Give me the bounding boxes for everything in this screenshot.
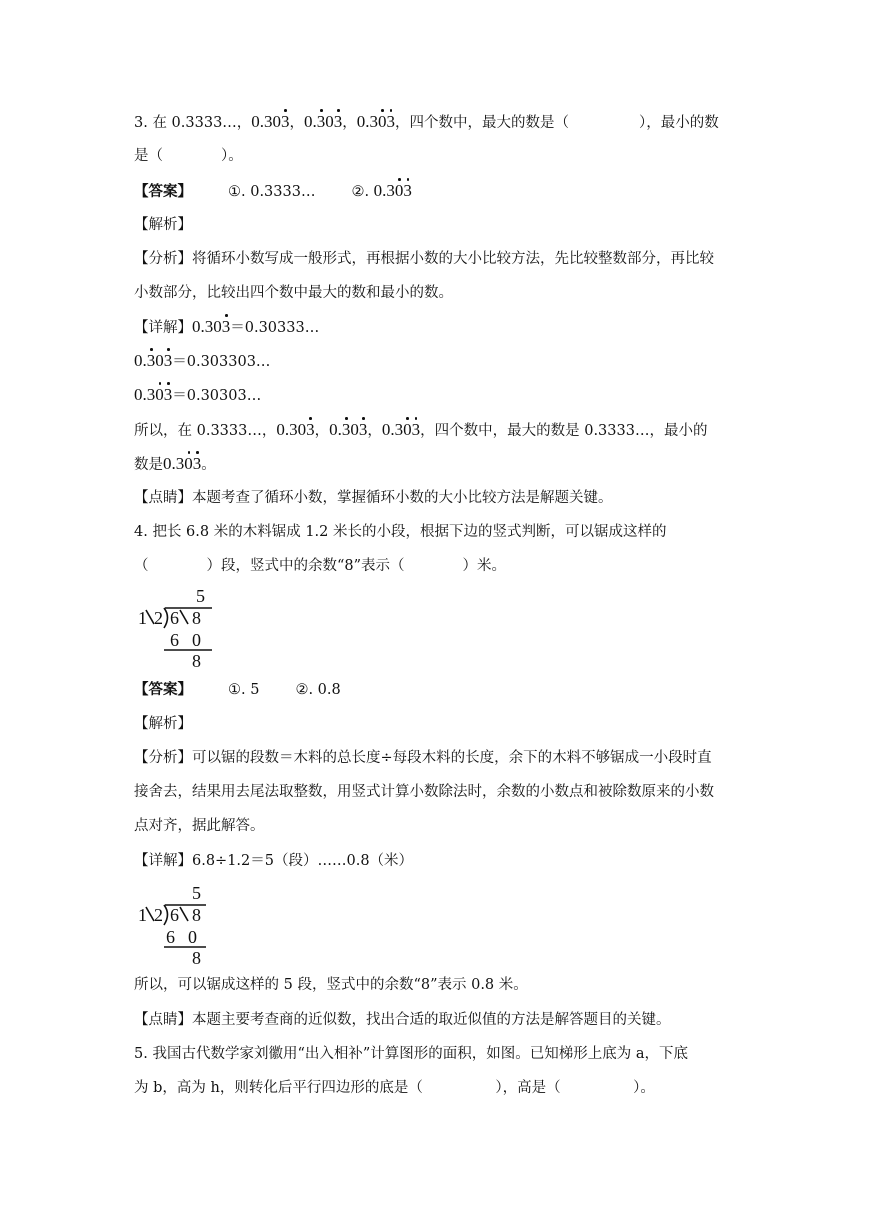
svg-text:6: 6: [170, 630, 179, 650]
svg-text:1: 1: [138, 905, 147, 925]
long-division-diagram-2: [136, 883, 216, 965]
q3-analysis-label: 【解析】: [134, 217, 192, 233]
q3-line2: 是（ ）。: [134, 148, 243, 164]
repeating-decimal-1: 0.303: [251, 112, 290, 131]
q4-line2: （ ）段，竖式中的余数“8”表示（ ）米。: [134, 558, 507, 574]
q3-fenxi-1: 【分析】将循环小数写成一般形式，再根据小数的大小比较方法，先比较整数部分，再比较: [134, 251, 714, 267]
q4-fenxi-2: 接舍去，结果用去尾法取整数，用竖式计算小数除法时，余数的小数点和被除数原来的小数: [134, 784, 714, 800]
svg-text:6: 6: [170, 905, 179, 925]
q4-dianjing: 【点睛】本题主要考查商的近似数，找出合适的取近似值的方法是解答题目的关键。: [134, 1012, 671, 1028]
q4-detail: 【详解】6.8÷1.2＝5（段）……0.8（米）: [134, 853, 414, 869]
q4-analysis-label: 【解析】: [134, 716, 192, 732]
q5-line2: 为 b，高为 h，则转化后平行四边形的底是（ ），高是（ ）。: [134, 1080, 655, 1096]
q4-so: 所以，可以锯成这样的 5 段，竖式中的余数“8”表示 0.8 米。: [134, 977, 528, 993]
q3-fenxi-2: 小数部分，比较出四个数中最大的数和最小的数。: [134, 285, 453, 301]
svg-text:2: 2: [154, 608, 163, 628]
q4-answer: 【答案】 ①. 5 ②. 0.8: [134, 681, 341, 698]
svg-text:0: 0: [192, 630, 201, 650]
q5-line1: 5. 我国古代数学家刘徽用“出入相补”计算图形的面积，如图。已知梯形上底为 a，下底: [134, 1046, 689, 1062]
svg-text:8: 8: [192, 905, 201, 925]
q4-line1: 4. 把长 6.8 米的木料锯成 1.2 米长的小段，根据下边的竖式判断，可以锯成这样的: [134, 524, 667, 540]
svg-text:1: 1: [138, 608, 147, 628]
q3-dianjing: 【点睛】本题考查了循环小数，掌握循环小数的大小比较方法是解题关键。: [134, 490, 613, 506]
svg-text:5: 5: [192, 883, 201, 903]
svg-text:8: 8: [192, 948, 201, 965]
svg-text:6: 6: [170, 608, 179, 628]
svg-text:8: 8: [192, 608, 201, 628]
q3-so-1: 所以，在 0.3333…，0.303，0.303，0.303，四个数中，最大的数是 0.3333…，最小的: [134, 420, 708, 439]
q3-detail-1: 【详解】0.303＝0.30333…: [134, 317, 320, 336]
div1-quotient: 5: [196, 586, 205, 606]
q4-fenxi-1: 【分析】可以锯的段数＝木料的总长度÷每段木料的长度，余下的木料不够锯成一小段时直: [134, 750, 712, 766]
repeating-decimal-2: 0.303: [304, 112, 343, 131]
svg-text:2: 2: [154, 905, 163, 925]
svg-text:6: 6: [166, 927, 175, 947]
long-division-diagram-1: [136, 586, 216, 668]
q3-line1: 3. 在 0.3333…，0.303，0.303，0.303，四个数中，最大的数是（ ），最小的数: [134, 112, 719, 131]
q3-detail-2: 0.303＝0.303303…: [134, 351, 271, 370]
svg-text:0: 0: [188, 927, 197, 947]
q3-so-2: 数是0.303。: [134, 454, 216, 473]
q3-answer: 【答案】 ①. 0.3333… ②. 0.303: [134, 181, 412, 200]
div1-remainder: 8: [192, 651, 201, 668]
repeating-decimal-3: 0.303: [356, 112, 396, 131]
q3-detail-3: 0.303＝0.30303…: [134, 385, 262, 404]
q4-fenxi-3: 点对齐，据此解答。: [134, 818, 265, 834]
